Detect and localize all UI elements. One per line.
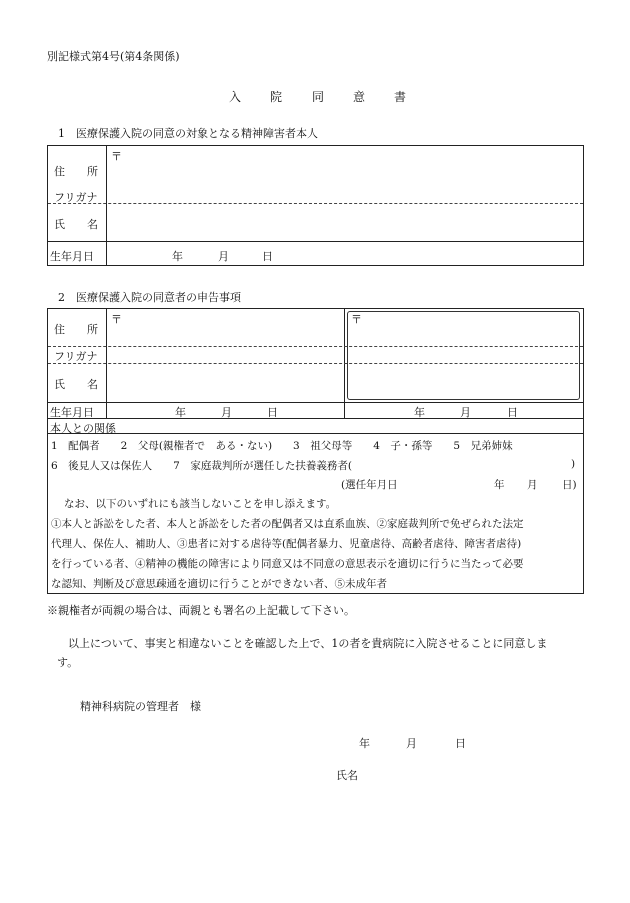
condition-line: を行っている者、④精神の機能の障害により同意又は不同意の意思表示を適切に行うに当たって必要 (51, 558, 524, 570)
signature-label: 氏名 (336, 769, 358, 782)
name-field-2[interactable] (351, 365, 577, 399)
row-divider (48, 433, 583, 434)
title-char: 同 (312, 90, 325, 104)
furigana-field[interactable] (107, 347, 343, 362)
dob-label: 生年月日 (50, 250, 94, 263)
condition-line: 代理人、保佐人、補助人、③患者に対する虐待等(配偶者暴力、児童虐待、高齢者虐待、障害者虐待) (51, 538, 522, 550)
date-field[interactable] (330, 730, 480, 750)
dob-year-2: 年 (414, 406, 425, 419)
appointment-year: 年 (494, 479, 505, 491)
dob-month: 月 (218, 250, 229, 263)
addressee: 精神科病院の管理者 様 (80, 700, 201, 713)
relation-label: 本人との関係 (50, 422, 116, 435)
name-field[interactable] (107, 365, 343, 401)
section1-heading: 1 医療保護入院の同意の対象となる精神障害者本人 (58, 127, 318, 140)
dob-month: 月 (221, 406, 232, 419)
name-label: 氏 名 (54, 218, 98, 231)
furigana-label: フリガナ (54, 191, 98, 204)
consent-statement: 以上について、事実と相違ないことを確認した上で、1の者を貴病院に入院させることに同意しま (68, 637, 548, 650)
signature-field[interactable] (362, 762, 582, 784)
row-divider (48, 203, 583, 204)
title-char: 書 (394, 90, 407, 104)
dob-day: 日 (267, 406, 278, 419)
address-label: 住 所 (54, 165, 98, 178)
condition-line: な認知、判断及び意思疎通を適切に行うことができない者、⑤未成年者 (51, 578, 387, 590)
dob-day-2: 日 (507, 406, 518, 419)
furigana-label: フリガナ (54, 350, 98, 363)
title-char: 院 (270, 90, 283, 104)
relation-options: 1 配偶者 2 父母(親権者で ある・ない) 3 祖父母等 4 子・孫等 5 兄弟姉妹 (51, 440, 513, 452)
title-char: 入 (229, 90, 242, 104)
date-year: 年 (359, 737, 370, 750)
row-divider (48, 402, 583, 403)
dob-day: 日 (262, 250, 273, 263)
guardian-note: ※親権者が両親の場合は、両親とも署名の上記載して下さい。 (47, 604, 355, 617)
date-month: 月 (406, 737, 417, 750)
address-label: 住 所 (54, 323, 98, 336)
dob-month-2: 月 (460, 406, 471, 419)
furigana-field[interactable] (107, 187, 583, 202)
consent-statement-end: す。 (57, 656, 79, 669)
postal-mark: 〒 (111, 150, 122, 163)
row-divider (48, 241, 583, 242)
appointment-day: 日) (562, 479, 577, 491)
address-field-2[interactable] (351, 322, 577, 345)
row-divider (48, 418, 583, 419)
appointment-month: 月 (527, 479, 538, 491)
declaration-text: なお、以下のいずれにも該当しないことを申し添えます。 (64, 498, 337, 510)
condition-line: ①本人と訴訟をした者、本人と訴訟をした者の配偶者又は直系血族、②家庭裁判所で免ぜられた法定 (51, 518, 524, 530)
date-day: 日 (455, 737, 466, 750)
name-label: 氏 名 (54, 378, 98, 391)
name-field[interactable] (107, 205, 583, 240)
furigana-field-2[interactable] (351, 347, 577, 362)
address-field[interactable] (107, 160, 583, 186)
title-char: 意 (353, 90, 366, 104)
form-id: 別記様式第4号(第4条関係) (47, 50, 180, 63)
relation-close-paren: ) (571, 458, 576, 470)
postal-mark: 〒 (111, 313, 122, 326)
dob-year: 年 (175, 406, 186, 419)
relation-options-2: 6 後見人又は保佐人 7 家庭裁判所が選任した扶養義務者( (51, 460, 352, 472)
section2-heading: 2 医療保護入院の同意者の申告事項 (58, 291, 241, 304)
dob-label: 生年月日 (50, 406, 94, 419)
address-field[interactable] (107, 322, 343, 345)
appointment-date-label: (選任年月日 (341, 479, 398, 491)
postal-mark: 〒 (351, 313, 362, 326)
dob-year: 年 (172, 250, 183, 263)
